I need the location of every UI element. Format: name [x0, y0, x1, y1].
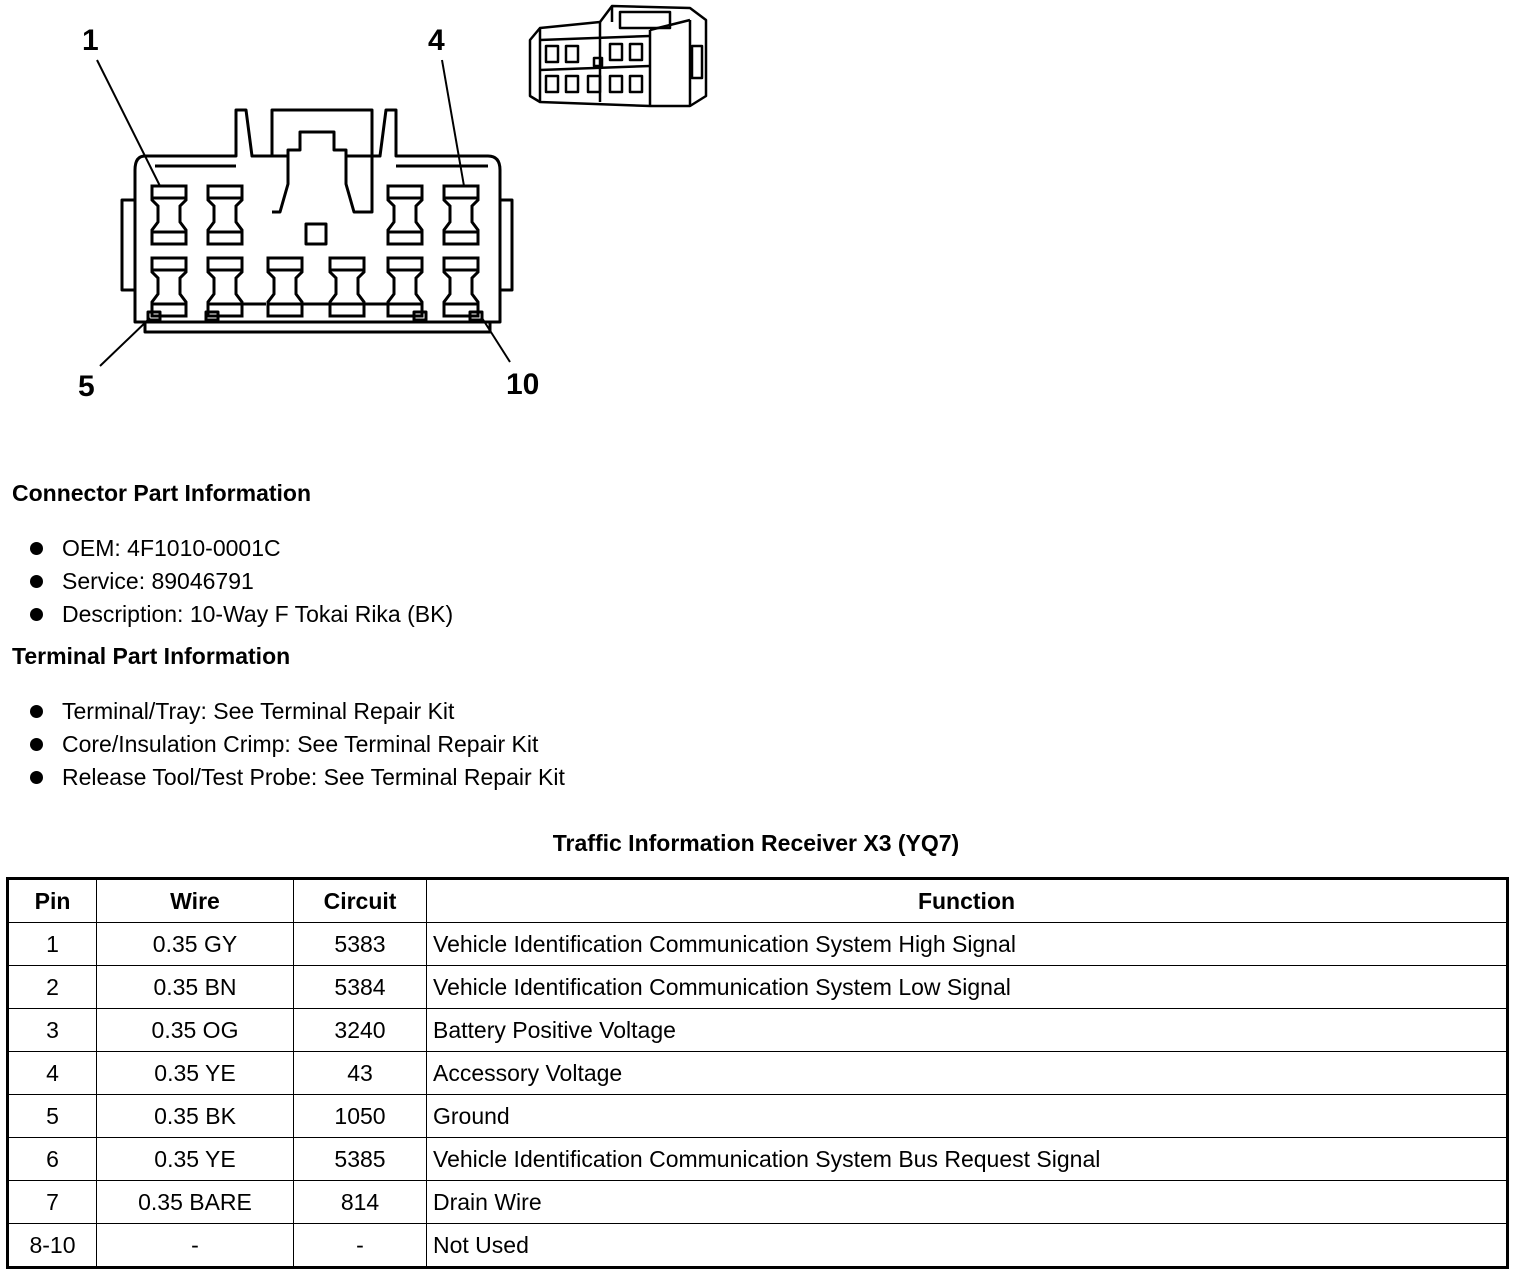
- table-row: [8, 923, 1508, 966]
- leader-line-5: [100, 318, 150, 366]
- cell-circuit: 43: [294, 1052, 427, 1095]
- cell-wire: 0.35 YE: [97, 1138, 294, 1181]
- cell-pin: 3: [8, 1009, 97, 1052]
- pinout-table: [6, 877, 1509, 1269]
- cell-function: Battery Positive Voltage: [427, 1009, 1508, 1052]
- latch: [272, 132, 372, 212]
- cell-pin: 5: [8, 1095, 97, 1138]
- cell-function: Vehicle Identification Communication System Low Signal: [427, 966, 1508, 1009]
- terminal-part-info-heading: Terminal Part Information: [12, 643, 291, 669]
- connector-diagram: [0, 0, 720, 410]
- cell-function: Vehicle Identification Communication System Bus Request Signal: [427, 1138, 1508, 1181]
- cell-wire: 0.35 GY: [97, 923, 294, 966]
- cell-pin: 8-10: [8, 1224, 97, 1268]
- bullet-icon: [30, 738, 43, 751]
- pin-label-1: 1: [82, 24, 99, 57]
- leader-line-10: [482, 318, 510, 362]
- cell-wire: 0.35 OG: [97, 1009, 294, 1052]
- table-header-row: [8, 879, 1508, 923]
- list-item: OEM: 4F1010-0001C: [30, 532, 453, 565]
- connector-part-info-heading: Connector Part Information: [12, 480, 312, 506]
- bullet-icon: [30, 705, 43, 718]
- terminal-part-info-list: [30, 695, 565, 794]
- cell-circuit: 5384: [294, 966, 427, 1009]
- cell-circuit: 814: [294, 1181, 427, 1224]
- center-key: [306, 224, 326, 244]
- cavity-7: [268, 258, 302, 316]
- table-row: [8, 1224, 1508, 1268]
- cell-pin: 2: [8, 966, 97, 1009]
- cell-pin: 4: [8, 1052, 97, 1095]
- cavity-1: [152, 186, 186, 244]
- cavity-8: [330, 258, 364, 316]
- cell-pin: 1: [8, 923, 97, 966]
- table-row: [8, 1095, 1508, 1138]
- connector-3d-view: [530, 6, 706, 106]
- cell-circuit: 3240: [294, 1009, 427, 1052]
- header-function: Function: [427, 879, 1508, 923]
- list-item: Release Tool/Test Probe: See Terminal Repair Kit: [30, 761, 565, 794]
- cavity-10: [444, 258, 478, 316]
- bullet-icon: [30, 575, 43, 588]
- table-row: [8, 966, 1508, 1009]
- list-item: Terminal/Tray: See Terminal Repair Kit: [30, 695, 565, 728]
- cell-function: Accessory Voltage: [427, 1052, 1508, 1095]
- cell-function: Not Used: [427, 1224, 1508, 1268]
- cell-wire: 0.35 BK: [97, 1095, 294, 1138]
- leader-line-1: [97, 60, 160, 186]
- cell-function: Ground: [427, 1095, 1508, 1138]
- cell-circuit: 5385: [294, 1138, 427, 1181]
- table-title: Traffic Information Receiver X3 (YQ7): [552, 830, 960, 856]
- cavity-3: [388, 186, 422, 244]
- cell-wire: 0.35 YE: [97, 1052, 294, 1095]
- cavity-4: [444, 186, 478, 244]
- connector-housing: [135, 110, 500, 322]
- table-row: [8, 1052, 1508, 1095]
- cavity-6: [208, 258, 242, 316]
- table-row: [8, 1181, 1508, 1224]
- cell-function: Drain Wire: [427, 1181, 1508, 1224]
- table-row: [8, 1009, 1508, 1052]
- cell-circuit: 1050: [294, 1095, 427, 1138]
- pin-label-10: 10: [506, 368, 540, 401]
- cell-circuit: 5383: [294, 923, 427, 966]
- header-pin: Pin: [8, 879, 97, 923]
- cell-wire: 0.35 BARE: [97, 1181, 294, 1224]
- bullet-icon: [30, 771, 43, 784]
- cell-pin: 6: [8, 1138, 97, 1181]
- table-row: [8, 1138, 1508, 1181]
- cell-circuit: -: [294, 1224, 427, 1268]
- cavity-5: [152, 258, 186, 316]
- header-wire: Wire: [97, 879, 294, 923]
- cell-wire: -: [97, 1224, 294, 1268]
- cell-wire: 0.35 BN: [97, 966, 294, 1009]
- header-circuit: Circuit: [294, 879, 427, 923]
- bullet-icon: [30, 608, 43, 621]
- pin-label-4: 4: [428, 24, 445, 57]
- list-item: Core/Insulation Crimp: See Terminal Repair Kit: [30, 728, 565, 761]
- list-item: Description: 10-Way F Tokai Rika (BK): [30, 598, 453, 631]
- cavity-9: [388, 258, 422, 316]
- cell-pin: 7: [8, 1181, 97, 1224]
- pin-label-5: 5: [78, 370, 95, 403]
- list-item: Service: 89046791: [30, 565, 453, 598]
- connector-part-info-list: [30, 532, 453, 631]
- cell-function: Vehicle Identification Communication System High Signal: [427, 923, 1508, 966]
- cavity-2: [208, 186, 242, 244]
- bullet-icon: [30, 542, 43, 555]
